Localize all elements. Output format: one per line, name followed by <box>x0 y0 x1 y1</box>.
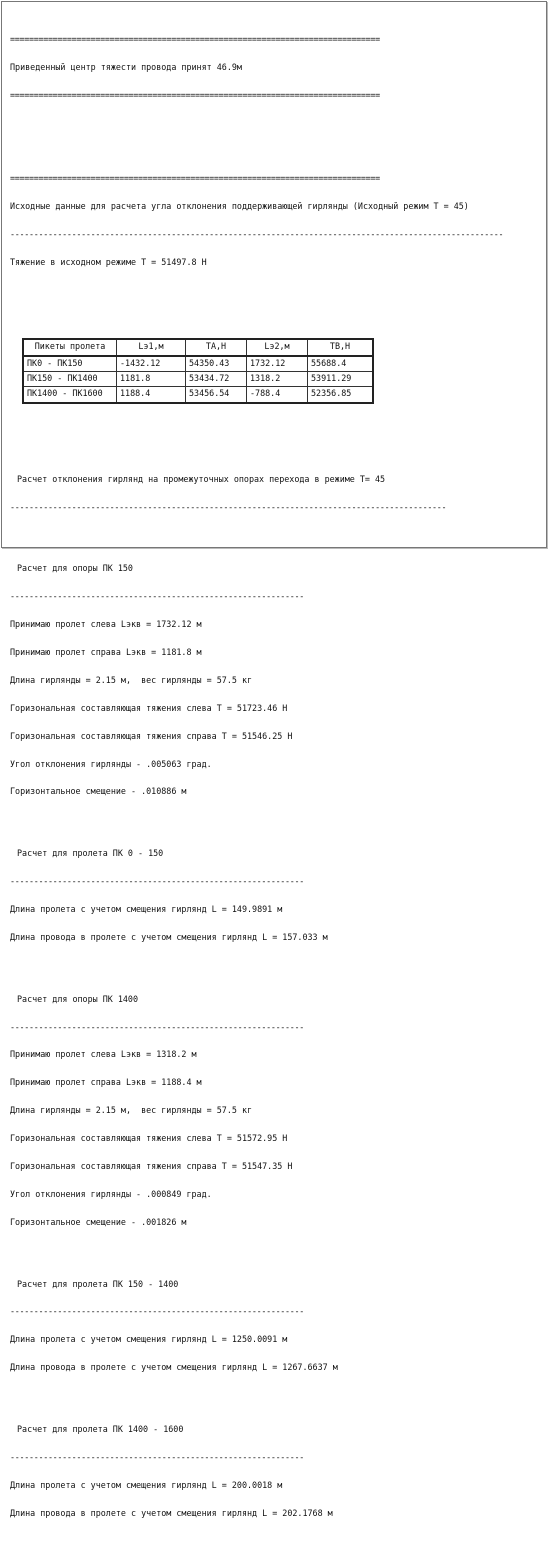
cell-tb: 53911.29 <box>308 371 374 386</box>
section-line: Длина пролета с учетом смещения гирлянд L = 149.9891 м <box>10 904 283 915</box>
section-title-support-150: Расчет для опоры ПК 150 <box>17 563 133 574</box>
cell-le2: -788.4 <box>247 387 308 403</box>
separator: -------------------------------------------------------------- <box>10 1021 305 1032</box>
document-frame <box>1 1 547 1518</box>
section-line: Длина провода в пролете с учетом смещения гирлянд L = 202.1768 м <box>10 1507 333 1518</box>
section-line: Длина гирлянды = 2.15 м, вес гирлянды = 57.5 кг <box>10 674 253 685</box>
separator: ============================================================================== <box>10 173 380 184</box>
col-header-pickets: Пикеты пролета <box>23 339 117 355</box>
section-line: Горизональная составляющая тяжения справа Т = 51546.25 Н <box>10 730 293 741</box>
separator: -------------------------------------------------------------- <box>10 1306 305 1317</box>
section-line: Принимаю пролет слева Lэкв = 1732.12 м <box>10 619 202 630</box>
section-line: Принимаю пролет справа Lэкв = 1181.8 м <box>10 647 202 657</box>
calculation-report <box>10 7 546 1546</box>
section-line: Принимаю пролет слева Lэкв = 1318.2 м <box>10 1049 197 1060</box>
separator: -------------------------------------------------------------- <box>10 876 305 887</box>
col-header-le1: Lэ1,м <box>117 339 186 355</box>
cell-pickets: ПК1400 - ПК1600 <box>23 387 117 403</box>
section-title-support-1400: Расчет для опоры ПК 1400 <box>17 993 139 1004</box>
section-line: Горизональная составляющая тяжения справа Т = 51547.35 Н <box>10 1161 293 1172</box>
section-line: Горизонтальное смещение - .010886 м <box>10 786 187 797</box>
section-title-span-0-150: Расчет для пролета ПК 0 - 150 <box>17 848 164 859</box>
section-line: Длина провода в пролете с учетом смещения гирлянд L = 157.033 м <box>10 931 328 942</box>
col-header-tb: ТВ,Н <box>308 339 374 355</box>
source-data-title: Исходные данные для расчета угла отклонения поддерживающей гирлянды (Исходный режим Т = 45) <box>10 201 469 212</box>
cell-ta: 53456.54 <box>186 387 247 403</box>
cell-tb: 55688.4 <box>308 356 374 372</box>
cell-le1: -1432.12 <box>117 356 186 372</box>
section-line: Длина пролета с учетом смещения гирлянд L = 1250.0091 м <box>10 1334 288 1345</box>
section-line: Длина провода в пролете с учетом смещения гирлянд L = 1267.6637 м <box>10 1362 338 1373</box>
table-row <box>23 356 373 372</box>
cell-tb: 52356.85 <box>308 387 374 403</box>
cell-le1: 1181.8 <box>117 371 186 386</box>
section-line: Длина пролета с учетом смещения гирлянд L = 200.0018 м <box>10 1479 283 1490</box>
section-line: Угол отклонения гирлянды - .000849 град. <box>10 1188 212 1199</box>
section-line: Принимаю пролет справа Lэкв = 1188.4 м <box>10 1077 202 1088</box>
col-header-le2: Lэ2,м <box>247 339 308 355</box>
separator: -------------------------------------------------------------- <box>10 591 305 602</box>
cell-le2: 1732.12 <box>247 356 308 372</box>
cell-pickets: ПК150 - ПК1400 <box>23 371 117 386</box>
separator: -------------------------------------------------------------------------------------------- <box>10 501 447 512</box>
center-of-gravity-line: Приведенный центр тяжести провода принят 46.9м <box>10 61 242 72</box>
separator: -------------------------------------------------------------------------------------------------------- <box>10 229 504 240</box>
section-line: Горизональная составляющая тяжения слева Т = 51723.46 Н <box>10 702 288 713</box>
separator: ============================================================================== <box>10 89 380 100</box>
section-line: Длина гирлянды = 2.15 м, вес гирлянды = 57.5 кг <box>10 1105 253 1116</box>
span-data-table <box>22 338 374 403</box>
cell-ta: 53434.72 <box>186 371 247 386</box>
section-line: Угол отклонения гирлянды - .005063 град. <box>10 758 212 769</box>
deviation-calc-title: Расчет отклонения гирлянд на промежуточных опорах перехода в режиме Т= 45 <box>17 473 386 484</box>
section-title-span-150-1400: Расчет для пролета ПК 150 - 1400 <box>17 1278 179 1289</box>
cell-pickets: ПК0 - ПК150 <box>23 356 117 372</box>
separator: -------------------------------------------------------------- <box>10 1451 305 1462</box>
initial-tension: Тяжение в исходном режиме Т = 51497.8 Н <box>10 257 207 268</box>
cell-ta: 54350.43 <box>186 356 247 372</box>
section-line: Горизонтальное смещение - .001826 м <box>10 1216 187 1227</box>
separator: ============================================================================== <box>10 33 380 44</box>
section-title-span-1400-1600: Расчет для пролета ПК 1400 - 1600 <box>17 1424 184 1435</box>
col-header-ta: ТА,Н <box>186 339 247 355</box>
table-row <box>23 371 373 386</box>
cell-le2: 1318.2 <box>247 371 308 386</box>
cell-le1: 1188.4 <box>117 387 186 403</box>
span-data-table-wrap <box>22 320 392 422</box>
section-line: Горизональная составляющая тяжения слева Т = 51572.95 Н <box>10 1133 288 1144</box>
table-row <box>23 387 373 403</box>
